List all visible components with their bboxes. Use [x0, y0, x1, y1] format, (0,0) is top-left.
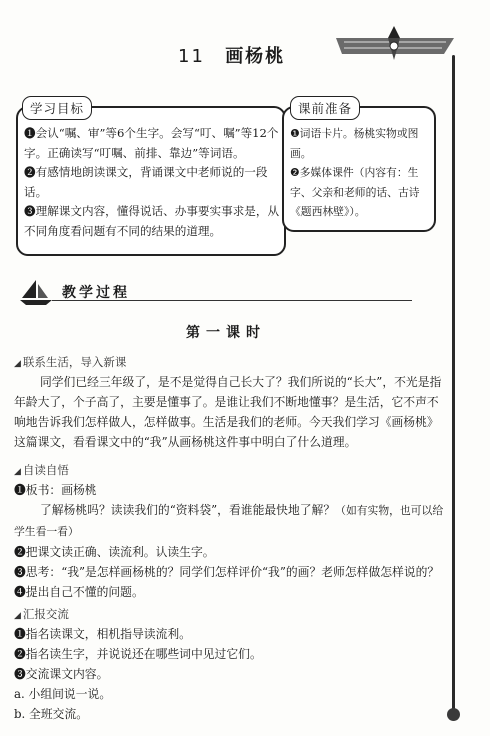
sailboat-icon — [18, 278, 54, 306]
intro-paragraph: 同学们已经三年级了，是不是觉得自己长大了？我们所说的“长大”，不光是指年龄大了，个子高了，主要是懂事了。是谁让我们不断地懂事？是生活，它不声不响地告诉我们怎样做人，怎样做事。生活是我们的老师。今天我们学习《画杨桃》这篇课文，看看课文中的“我”从画杨桃这件事中明白了什么道理。 — [14, 375, 442, 449]
triangle-bullet-icon: ◢ — [14, 359, 21, 369]
list-item: ❶板书：画杨桃 — [14, 483, 97, 497]
list-item: ❷把课文读正确、读流利。认读生字。 — [14, 545, 215, 559]
decorative-vertical-line — [452, 55, 455, 715]
list-item-detail: 了解杨桃吗？读读我们的“资料袋”，看谁能最快地了解？（如有实物，也可以给学生看一看） — [14, 503, 444, 538]
subheading-intro: ◢ 联系生活，导入新课 — [14, 355, 127, 369]
list-item: b. 全班交流。 — [14, 707, 89, 721]
lesson-title-text: 画杨桃 — [225, 46, 286, 67]
lesson-title — [178, 42, 285, 68]
report-list — [14, 624, 444, 724]
subheading-report: ◢ 汇报交流 — [14, 607, 69, 621]
list-item-note: （如有实物，也可以给学生看一看） — [14, 504, 444, 538]
triangle-bullet-icon: ◢ — [14, 611, 21, 621]
lesson-number: 11 — [178, 46, 205, 67]
learning-goal-item: ❸理解课文内容，懂得说话、办事要实事求是，从不同角度看问题有不同的结果的道理。 — [24, 204, 280, 238]
ship-banner-icon — [336, 24, 456, 64]
preparation-item: ❷多媒体课件（内容有：生字、父亲和老师的话、古诗《题西林壁》）。 — [290, 166, 420, 219]
list-item: ❹提出自己不懂的问题。 — [14, 585, 144, 599]
list-item: ❸思考：“我”是怎样画杨桃的？同学们怎样评价“我”的画？老师怎样做怎样说的？ — [14, 565, 440, 579]
decorative-dot — [447, 708, 460, 721]
self-reading-list — [14, 480, 444, 602]
triangle-bullet-icon: ◢ — [14, 467, 21, 477]
learning-goals-label: 学习目标 — [22, 96, 92, 120]
subheading-self-reading: ◢ 自读自悟 — [14, 463, 69, 477]
preparation-list — [290, 124, 430, 222]
list-item: ❸交流课文内容。 — [14, 667, 109, 681]
learning-goals-list — [24, 124, 280, 242]
lesson-period-heading: 第一课时 — [186, 325, 266, 341]
section-header — [18, 278, 438, 308]
list-item: a. 小组间说一说。 — [14, 687, 112, 701]
preparation-item: ❶词语卡片。杨桃实物或图画。 — [290, 127, 419, 160]
list-item: ❷指名读生字，并说说还在哪些词中见过它们。 — [14, 647, 262, 661]
section-title: 教学过程 — [62, 285, 130, 301]
learning-goal-item: ❷有感情地朗读课文，背诵课文中老师说的一段话。 — [24, 165, 268, 199]
learning-goal-item: ❶会认“嘱、审”等6个生字。会写“叮、嘱”等12个字。正确读写“叮嘱、前排、靠边”等词语。 — [24, 126, 279, 160]
list-item: ❶指名读课文，相机指导读流利。 — [14, 627, 191, 641]
preparation-label: 课前准备 — [290, 96, 360, 120]
